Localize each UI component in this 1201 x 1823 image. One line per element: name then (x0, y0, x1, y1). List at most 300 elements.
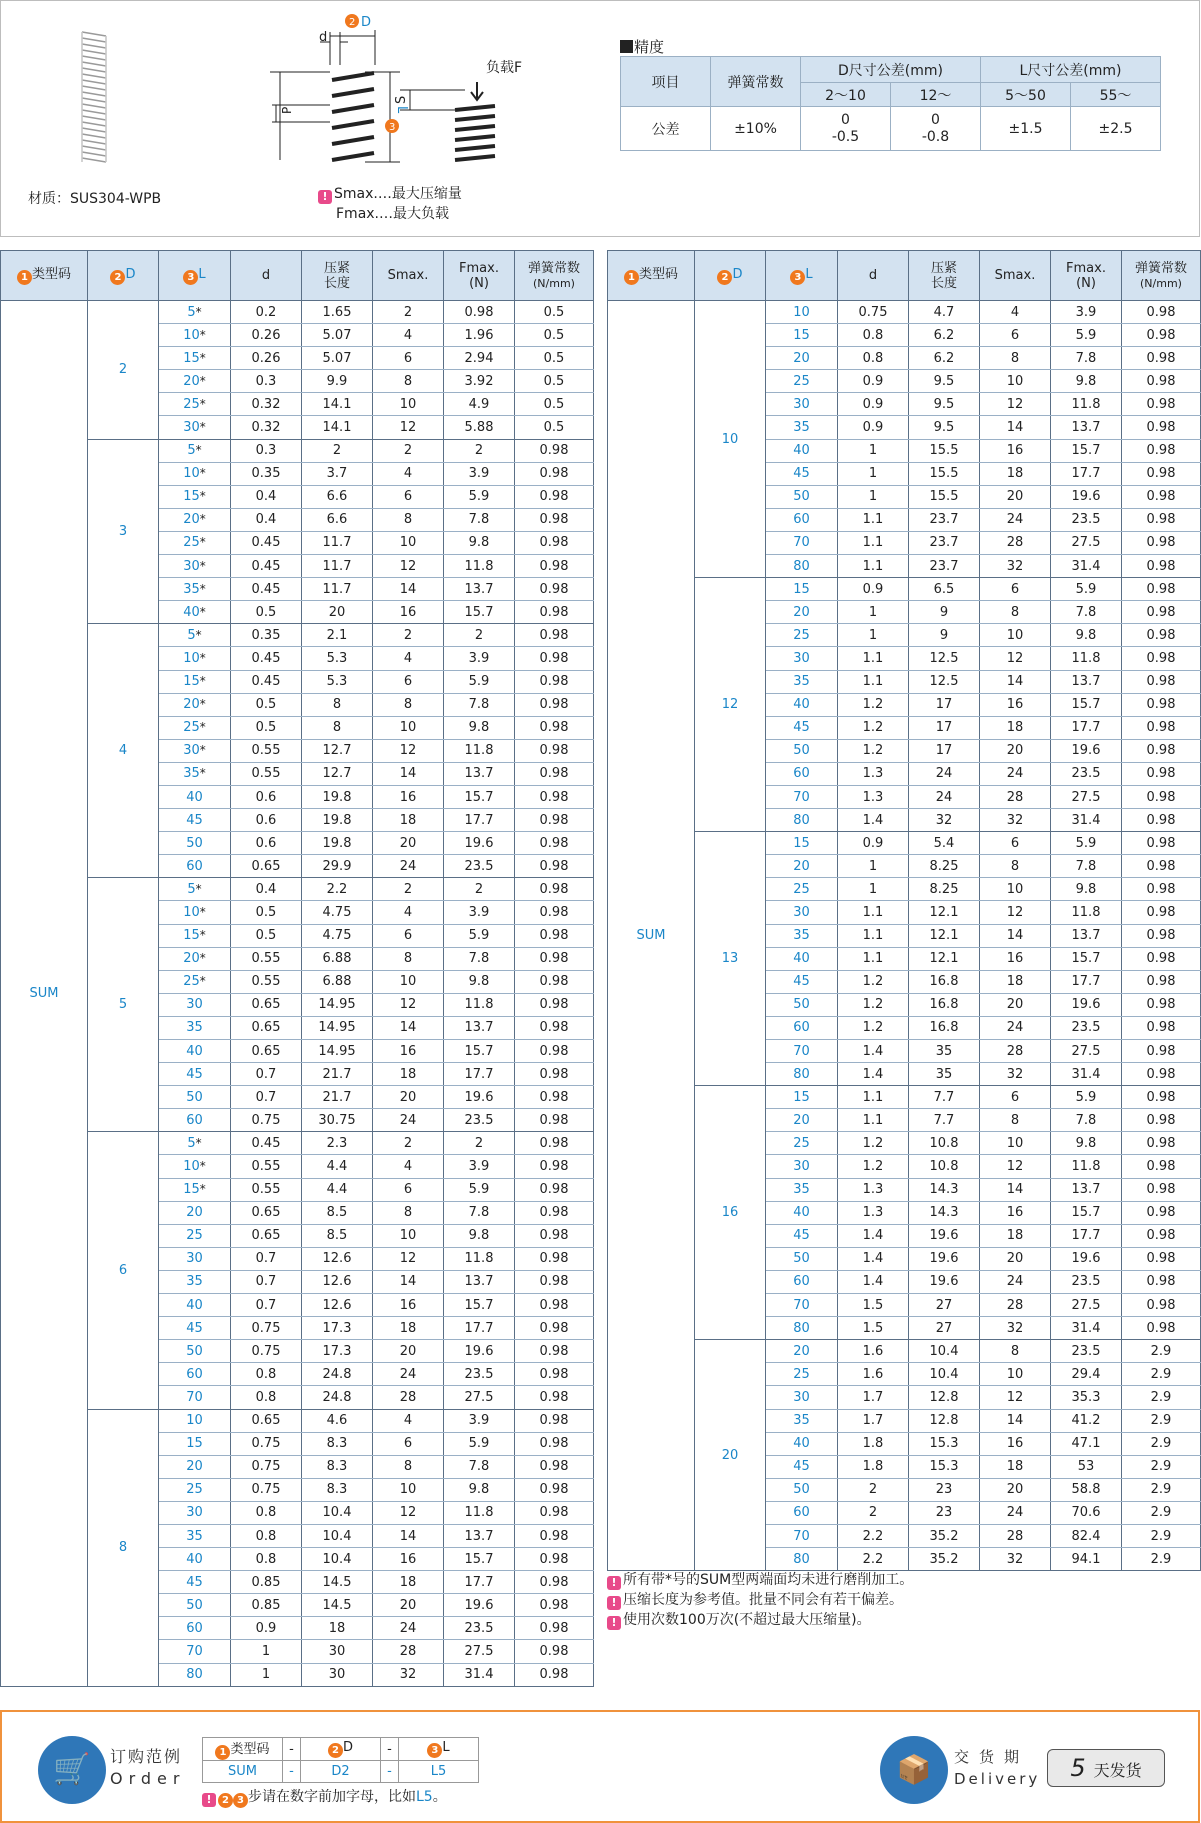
spring-k-cell: 0.98 (1122, 1224, 1201, 1247)
wire-d-cell: 0.65 (231, 993, 302, 1016)
length-cell: 35.2 (909, 1524, 980, 1547)
l-size-cell: 60 (159, 1109, 231, 1132)
table-row (1, 301, 594, 324)
wire-d-cell: 1.3 (838, 1178, 909, 1201)
smax-cell: 12 (980, 1155, 1051, 1178)
accuracy-title: 精度 (620, 36, 664, 57)
smax-cell: 10 (980, 878, 1051, 901)
spring-k-cell: 0.98 (515, 1040, 594, 1063)
length-cell: 12.8 (909, 1409, 980, 1432)
wire-d-cell: 1.4 (838, 1040, 909, 1063)
wire-d-cell: 0.5 (231, 716, 302, 739)
svg-text:d: d (319, 30, 328, 45)
fmax-cell: 31.4 (1051, 809, 1122, 832)
length-cell: 9.5 (909, 370, 980, 393)
smax-cell: 12 (980, 647, 1051, 670)
l-size-cell: 10 (159, 1409, 231, 1432)
fmax-cell: 27.5 (1051, 1040, 1122, 1063)
wire-d-cell: 1.7 (838, 1386, 909, 1409)
acc-L2: 55～ (1071, 83, 1161, 107)
spring-k-cell: 0.98 (515, 1247, 594, 1270)
spring-k-cell: 0.98 (1122, 1247, 1201, 1270)
fmax-cell: 2 (444, 624, 515, 647)
smax-cell: 32 (980, 809, 1051, 832)
fmax-cell: 1.96 (444, 324, 515, 347)
l-size-cell: 20 (766, 855, 838, 878)
wire-d-cell: 1.7 (838, 1409, 909, 1432)
l-size-cell: 25 (159, 1224, 231, 1247)
fmax-cell: 3.9 (444, 647, 515, 670)
length-cell: 12.5 (909, 647, 980, 670)
l-size-cell: 70 (766, 1524, 838, 1547)
wire-d-cell: 0.4 (231, 878, 302, 901)
spring-k-cell: 0.98 (1122, 993, 1201, 1016)
acc-r-k: ±10% (711, 107, 801, 151)
fmax-cell: 13.7 (1051, 670, 1122, 693)
wire-d-cell: 0.45 (231, 555, 302, 578)
fmax-cell: 31.4 (1051, 555, 1122, 578)
wire-d-cell: 0.65 (231, 1201, 302, 1224)
spring-k-cell: 0.98 (1122, 809, 1201, 832)
wire-d-cell: 1.1 (838, 670, 909, 693)
length-cell: 10.4 (302, 1548, 373, 1571)
fmax-cell: 5.9 (444, 924, 515, 947)
l-size-cell: 80 (766, 1317, 838, 1340)
spec-table-left (0, 250, 594, 1687)
wire-d-cell: 0.6 (231, 809, 302, 832)
length-cell: 6.2 (909, 347, 980, 370)
length-cell: 15.3 (909, 1455, 980, 1478)
fmax-cell: 3.9 (444, 1409, 515, 1432)
smax-cell: 24 (373, 855, 444, 878)
wire-d-cell: 1.2 (838, 970, 909, 993)
length-cell: 11.7 (302, 555, 373, 578)
spring-k-cell: 0.98 (515, 1317, 594, 1340)
svg-text:L: L (394, 106, 409, 114)
smax-cell: 12 (373, 555, 444, 578)
l-size-cell: 60 (766, 1501, 838, 1524)
smax-cell: 32 (980, 555, 1051, 578)
spring-k-cell: 0.98 (1122, 762, 1201, 785)
smax-cell: 6 (373, 924, 444, 947)
length-cell: 17.3 (302, 1340, 373, 1363)
spring-k-cell: 0.98 (515, 693, 594, 716)
wire-d-cell: 0.5 (231, 601, 302, 624)
th-smax: Smax. (980, 251, 1051, 301)
l-size-cell: 5* (159, 439, 231, 462)
footnote: ! 所有带*号的SUM型两端面均未进行磨削加工。 (607, 1570, 913, 1590)
d-size-cell: 2 (88, 301, 159, 440)
length-cell: 19.8 (302, 832, 373, 855)
length-cell: 9 (909, 601, 980, 624)
ord-h-D: 2 D (301, 1738, 381, 1761)
length-cell: 10.8 (909, 1155, 980, 1178)
length-cell: 16.8 (909, 970, 980, 993)
smax-cell: 24 (980, 1501, 1051, 1524)
fmax-cell: 19.6 (1051, 993, 1122, 1016)
l-size-cell: 25 (766, 624, 838, 647)
spring-k-cell: 2.9 (1122, 1340, 1201, 1363)
l-size-cell: 40 (159, 1548, 231, 1571)
spring-k-cell: 0.98 (515, 1063, 594, 1086)
length-cell: 20 (302, 601, 373, 624)
l-size-cell: 40 (159, 1294, 231, 1317)
acc-r-label: 公差 (621, 107, 711, 151)
spring-k-cell: 0.98 (1122, 1294, 1201, 1317)
fmax-cell: 15.7 (1051, 693, 1122, 716)
fmax-cell: 31.4 (1051, 1317, 1122, 1340)
l-size-cell: 20* (159, 508, 231, 531)
l-size-cell: 40* (159, 601, 231, 624)
spring-k-cell: 0.98 (515, 1432, 594, 1455)
spring-k-cell: 2.9 (1122, 1409, 1201, 1432)
wire-d-cell: 0.3 (231, 439, 302, 462)
type-code-cell: SUM (1, 301, 88, 1687)
wire-d-cell: 0.3 (231, 370, 302, 393)
spring-k-cell: 0.98 (515, 462, 594, 485)
smax-cell: 28 (980, 531, 1051, 554)
fmax-cell: 19.6 (1051, 485, 1122, 508)
l-size-cell: 15 (766, 832, 838, 855)
l-size-cell: 50 (766, 739, 838, 762)
smax-cell: 10 (373, 1478, 444, 1501)
length-cell: 4.4 (302, 1178, 373, 1201)
l-size-cell: 25 (766, 370, 838, 393)
smax-cell: 16 (373, 785, 444, 808)
fmax-cell: 5.9 (1051, 578, 1122, 601)
wire-d-cell: 0.55 (231, 970, 302, 993)
smax-cell: 12 (980, 1386, 1051, 1409)
wire-d-cell: 0.8 (231, 1386, 302, 1409)
d-size-cell: 20 (695, 1340, 766, 1571)
spring-k-cell: 0.98 (515, 970, 594, 993)
length-cell: 9.9 (302, 370, 373, 393)
table-row (608, 578, 1201, 601)
spring-k-cell: 0.98 (515, 1409, 594, 1432)
length-cell: 5.07 (302, 324, 373, 347)
ord-h-type: 1 类型码 (203, 1738, 283, 1761)
fmax-cell: 11.8 (444, 1247, 515, 1270)
length-cell: 19.6 (909, 1224, 980, 1247)
wire-d-cell: 0.9 (838, 393, 909, 416)
spring-k-cell: 0.98 (1122, 1040, 1201, 1063)
fmax-cell: 11.8 (1051, 647, 1122, 670)
length-cell: 27 (909, 1317, 980, 1340)
fmax-cell: 27.5 (1051, 785, 1122, 808)
l-size-cell: 40 (766, 693, 838, 716)
wire-d-cell: 0.35 (231, 624, 302, 647)
ord-h-L: 3 L (399, 1738, 479, 1761)
fmax-cell: 41.2 (1051, 1409, 1122, 1432)
length-cell: 12.8 (909, 1386, 980, 1409)
l-size-cell: 20 (766, 347, 838, 370)
wire-d-cell: 1.2 (838, 1016, 909, 1039)
spring-k-cell: 0.98 (515, 1155, 594, 1178)
length-cell: 14.95 (302, 993, 373, 1016)
order-note: ! 2 3 步请在数字前加字母，比如L5。 (202, 1786, 447, 1808)
l-size-cell: 45 (766, 462, 838, 485)
wire-d-cell: 0.7 (231, 1294, 302, 1317)
l-size-cell: 50 (766, 485, 838, 508)
acc-r-L1: ±1.5 (981, 107, 1071, 151)
wire-d-cell: 1 (838, 485, 909, 508)
smax-cell: 24 (373, 1617, 444, 1640)
fmax-cell: 2 (444, 878, 515, 901)
fmax-cell: 27.5 (1051, 1294, 1122, 1317)
spring-k-cell: 0.98 (515, 1270, 594, 1293)
fmax-cell: 7.8 (444, 693, 515, 716)
spring-k-cell: 0.98 (515, 1548, 594, 1571)
length-cell: 5.3 (302, 647, 373, 670)
l-size-cell: 30 (159, 993, 231, 1016)
spring-k-cell: 0.98 (1122, 1132, 1201, 1155)
wire-d-cell: 0.5 (231, 693, 302, 716)
spring-k-cell: 0.98 (515, 1016, 594, 1039)
th-length: 压紧 长度 (909, 251, 980, 301)
smax-cell: 28 (980, 1524, 1051, 1547)
l-size-cell: 25* (159, 531, 231, 554)
smax-cell: 6 (980, 832, 1051, 855)
length-cell: 23 (909, 1478, 980, 1501)
length-cell: 12.1 (909, 924, 980, 947)
smax-cell: 12 (373, 739, 444, 762)
spring-k-cell: 0.98 (515, 601, 594, 624)
spring-k-cell: 0.98 (1122, 970, 1201, 993)
fmax-cell: 31.4 (444, 1663, 515, 1686)
spring-k-cell: 0.98 (515, 1201, 594, 1224)
wire-d-cell: 0.55 (231, 947, 302, 970)
smax-cell: 8 (373, 1201, 444, 1224)
wire-d-cell: 0.2 (231, 301, 302, 324)
smax-cell: 28 (373, 1640, 444, 1663)
l-size-cell: 60 (159, 1617, 231, 1640)
length-cell: 9.5 (909, 416, 980, 439)
spring-k-cell: 0.98 (1122, 439, 1201, 462)
length-cell: 10.8 (909, 1132, 980, 1155)
fmax-cell: 5.9 (1051, 1086, 1122, 1109)
wire-d-cell: 0.65 (231, 1224, 302, 1247)
length-cell: 15.5 (909, 439, 980, 462)
length-cell: 10.4 (302, 1501, 373, 1524)
delivery-days-badge: 5 天发货 (1047, 1749, 1165, 1787)
wire-d-cell: 1 (838, 855, 909, 878)
l-size-cell: 25* (159, 970, 231, 993)
smax-cell: 24 (373, 1363, 444, 1386)
wire-d-cell: 0.85 (231, 1594, 302, 1617)
wire-d-cell: 0.8 (231, 1524, 302, 1547)
fmax-cell: 17.7 (444, 1571, 515, 1594)
l-size-cell: 40 (766, 1432, 838, 1455)
spring-k-cell: 0.98 (1122, 924, 1201, 947)
th-D: 2 D (88, 251, 159, 301)
fmax-cell: 19.6 (1051, 1247, 1122, 1270)
spring-k-cell: 0.5 (515, 393, 594, 416)
spring-k-cell: 0.98 (515, 1663, 594, 1686)
l-size-cell: 15* (159, 485, 231, 508)
smax-cell: 10 (373, 970, 444, 993)
spring-k-cell: 0.98 (515, 485, 594, 508)
d-size-cell: 12 (695, 578, 766, 832)
wire-d-cell: 1.3 (838, 1201, 909, 1224)
smax-cell: 20 (980, 1247, 1051, 1270)
th-d: d (231, 251, 302, 301)
l-size-cell: 15 (766, 1086, 838, 1109)
l-size-cell: 30 (159, 1501, 231, 1524)
l-size-cell: 20 (766, 1109, 838, 1132)
fmax-cell: 3.92 (444, 370, 515, 393)
l-size-cell: 45 (766, 970, 838, 993)
spring-k-cell: 0.98 (515, 1224, 594, 1247)
wire-d-cell: 1 (231, 1663, 302, 1686)
wire-d-cell: 1.2 (838, 693, 909, 716)
table-row (608, 1086, 1201, 1109)
fmax-cell: 13.7 (444, 1016, 515, 1039)
svg-text:S: S (394, 95, 409, 104)
spring-k-cell: 0.98 (515, 1640, 594, 1663)
smax-cell: 6 (980, 324, 1051, 347)
length-cell: 35 (909, 1063, 980, 1086)
length-cell: 2 (302, 439, 373, 462)
length-cell: 2.1 (302, 624, 373, 647)
fmax-cell: 5.9 (444, 485, 515, 508)
fmax-cell: 17.7 (1051, 462, 1122, 485)
length-cell: 14.1 (302, 416, 373, 439)
spring-k-cell: 0.98 (1122, 855, 1201, 878)
l-size-cell: 15* (159, 1178, 231, 1201)
spring-k-cell: 0.98 (1122, 324, 1201, 347)
length-cell: 10.4 (302, 1524, 373, 1547)
smax-cell: 24 (373, 1109, 444, 1132)
length-cell: 16.8 (909, 1016, 980, 1039)
acc-D2: 12～ (891, 83, 981, 107)
smax-cell: 16 (980, 1201, 1051, 1224)
l-size-cell: 50 (766, 1478, 838, 1501)
l-size-cell: 70 (159, 1640, 231, 1663)
smax-cell: 12 (373, 993, 444, 1016)
length-cell: 2.3 (302, 1132, 373, 1155)
svg-text:负载F: 负载F (486, 60, 523, 76)
fmax-cell: 23.5 (444, 1363, 515, 1386)
spring-k-cell: 0.98 (1122, 1178, 1201, 1201)
d-size-cell: 16 (695, 1086, 766, 1340)
spring-k-cell: 0.98 (1122, 1063, 1201, 1086)
spring-k-cell: 0.98 (515, 508, 594, 531)
length-cell: 11.7 (302, 531, 373, 554)
l-size-cell: 70 (766, 785, 838, 808)
wire-d-cell: 0.8 (838, 347, 909, 370)
l-size-cell: 10* (159, 647, 231, 670)
spring-k-cell: 0.98 (515, 439, 594, 462)
fmax-cell: 13.7 (1051, 924, 1122, 947)
fmax-cell: 17.7 (1051, 1224, 1122, 1247)
table-row (608, 1340, 1201, 1363)
smax-cell: 14 (373, 762, 444, 785)
wire-d-cell: 0.75 (231, 1340, 302, 1363)
spring-k-cell: 0.98 (1122, 739, 1201, 762)
smax-cell: 24 (980, 1016, 1051, 1039)
fmax-cell: 7.8 (444, 947, 515, 970)
delivery-box-icon: 📦 (880, 1736, 948, 1804)
wire-d-cell: 1.4 (838, 1224, 909, 1247)
wire-d-cell: 1.1 (838, 924, 909, 947)
l-size-cell: 50 (159, 1340, 231, 1363)
smax-cell: 10 (980, 1363, 1051, 1386)
length-cell: 15.5 (909, 462, 980, 485)
length-cell: 14.95 (302, 1016, 373, 1039)
fmax-cell: 9.8 (444, 716, 515, 739)
length-cell: 17 (909, 716, 980, 739)
l-size-cell: 80 (766, 1548, 838, 1571)
spring-k-cell: 0.5 (515, 370, 594, 393)
wire-d-cell: 1.2 (838, 1155, 909, 1178)
l-size-cell: 25 (766, 878, 838, 901)
length-cell: 24.8 (302, 1363, 373, 1386)
l-size-cell: 25* (159, 393, 231, 416)
wire-d-cell: 0.35 (231, 462, 302, 485)
fmax-cell: 9.8 (444, 1478, 515, 1501)
smax-cell: 28 (980, 1294, 1051, 1317)
fmax-cell: 15.7 (444, 1294, 515, 1317)
l-size-cell: 80 (766, 1063, 838, 1086)
fmax-cell: 13.7 (444, 762, 515, 785)
fmax-cell: 9.8 (1051, 878, 1122, 901)
fmax-cell: 17.7 (1051, 716, 1122, 739)
l-size-cell: 5* (159, 1132, 231, 1155)
length-cell: 14.5 (302, 1594, 373, 1617)
fmax-cell: 2 (444, 1132, 515, 1155)
l-size-cell: 35 (766, 670, 838, 693)
fmax-note: Fmax.…最大负载 (336, 206, 450, 222)
spring-k-cell: 0.98 (515, 762, 594, 785)
spring-k-cell: 0.98 (515, 555, 594, 578)
smax-cell: 8 (980, 601, 1051, 624)
l-size-cell: 15* (159, 670, 231, 693)
length-cell: 19.6 (909, 1247, 980, 1270)
fmax-cell: 15.7 (444, 1040, 515, 1063)
l-size-cell: 30 (766, 647, 838, 670)
spring-k-cell: 0.98 (1122, 416, 1201, 439)
smax-cell: 28 (980, 1040, 1051, 1063)
spring-k-cell: 0.98 (515, 1617, 594, 1640)
wire-d-cell: 1 (231, 1640, 302, 1663)
length-cell: 4.6 (302, 1409, 373, 1432)
wire-d-cell: 1.5 (838, 1294, 909, 1317)
note-badge-icon: ! (318, 190, 332, 204)
fmax-cell: 9.8 (444, 531, 515, 554)
length-cell: 21.7 (302, 1063, 373, 1086)
fmax-cell: 15.7 (444, 601, 515, 624)
spring-k-cell: 0.5 (515, 347, 594, 370)
fmax-cell: 23.5 (1051, 1270, 1122, 1293)
smax-cell: 2 (373, 624, 444, 647)
smax-cell: 10 (373, 716, 444, 739)
smax-cell: 20 (373, 1594, 444, 1617)
spring-k-cell: 0.98 (515, 947, 594, 970)
wire-d-cell: 1.1 (838, 1109, 909, 1132)
l-size-cell: 30* (159, 739, 231, 762)
wire-d-cell: 1.2 (838, 716, 909, 739)
fmax-cell: 15.7 (444, 785, 515, 808)
spring-k-cell: 0.98 (515, 1132, 594, 1155)
l-size-cell: 30 (766, 393, 838, 416)
th-type: 1 类型码 (608, 251, 695, 301)
length-cell: 14.5 (302, 1571, 373, 1594)
acc-h-item: 项目 (621, 57, 711, 107)
accuracy-table (620, 56, 1161, 151)
length-cell: 17.3 (302, 1317, 373, 1340)
wire-d-cell: 1.4 (838, 1063, 909, 1086)
spring-k-cell: 0.98 (515, 924, 594, 947)
